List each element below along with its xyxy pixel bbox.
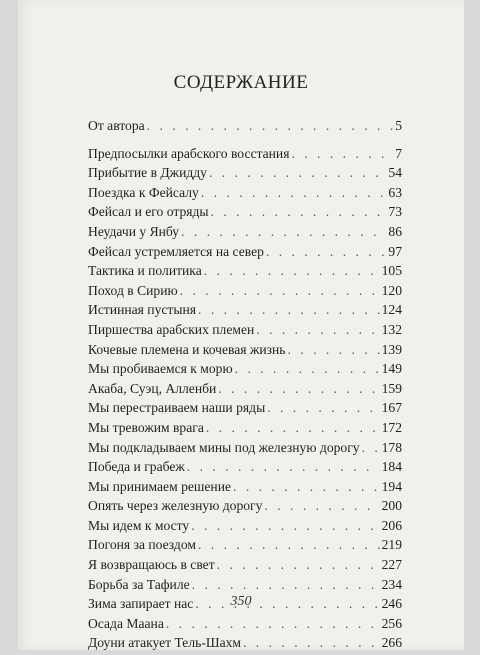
toc-entry-page: 7	[395, 145, 402, 161]
toc-entry-title: Осада Маана	[88, 615, 164, 631]
toc-entry-title: Мы тревожим врага	[88, 419, 204, 435]
toc-entry	[88, 263, 402, 283]
toc-entry-page: 266	[381, 635, 402, 651]
toc-entry-title: Фейсал и его отряды	[88, 204, 209, 220]
toc-entry-page: 132	[381, 321, 402, 337]
toc-entry-title: Мы идем к мосту	[88, 517, 190, 533]
toc-entry-page: 167	[381, 400, 402, 416]
toc-entry-title: Истинная пустыня	[88, 302, 197, 318]
toc-entry-page: 73	[388, 204, 402, 220]
toc-leader-dots	[180, 283, 380, 299]
toc-entry	[88, 557, 402, 577]
toc-entry-page: 97	[388, 243, 402, 259]
toc-entry	[88, 400, 402, 420]
toc-entry-title: Мы подкладываем мины под железную дорогу	[88, 439, 360, 455]
toc-leader-dots	[264, 498, 379, 514]
toc-leader-dots	[166, 616, 380, 632]
toc-leader-dots	[181, 224, 386, 240]
toc-entry-page: 159	[381, 380, 402, 396]
toc-entry	[88, 322, 402, 342]
toc-entry-title: Победа и грабеж	[88, 459, 185, 475]
toc-leader-dots	[362, 440, 380, 456]
toc-entry	[88, 616, 402, 636]
toc-leader-dots	[187, 459, 380, 475]
toc-leader-dots	[191, 518, 379, 534]
toc-entry-title: Предпосылки арабского восстания	[88, 145, 290, 161]
toc-leader-dots	[235, 361, 380, 377]
toc-entry-title: Погоня за поездом	[88, 537, 196, 553]
toc-entry	[88, 244, 402, 264]
toc-entry	[88, 224, 402, 244]
toc-entry-page: 256	[381, 615, 402, 631]
toc-entry-title: Доуни атакует Тель-Шахм	[88, 635, 241, 651]
toc-leader-dots	[267, 400, 379, 416]
toc-leader-dots	[217, 557, 380, 573]
toc-entry-title: Мы пробиваемся к морю	[88, 361, 233, 377]
toc-entry	[88, 118, 402, 138]
toc-entry-title: Фейсал устремляется на север	[88, 243, 264, 259]
toc-entry-title: Зима запирает нас	[88, 596, 194, 612]
toc-entry	[88, 498, 402, 518]
toc-entry-title: Опять через железную дорогу	[88, 498, 263, 514]
toc-entry-title: Кочевые племена и кочевая жизнь	[88, 341, 286, 357]
toc-entry-page: 139	[381, 341, 402, 357]
toc-entry-title: Пиршества арабских племен	[88, 321, 255, 337]
toc-entry-page: 86	[388, 223, 402, 239]
toc-entry	[88, 302, 402, 322]
toc-entry-title: Акаба, Суэц, Алленби	[88, 380, 217, 396]
toc-leader-dots	[147, 118, 394, 134]
toc-leader-dots	[211, 204, 387, 220]
toc-entry-page: 234	[381, 576, 402, 592]
toc-entry-page: 219	[381, 537, 402, 553]
toc-leader-dots	[243, 635, 380, 651]
toc-entry	[88, 635, 402, 655]
toc-leader-dots	[291, 146, 393, 162]
toc-entry	[88, 459, 402, 479]
toc-entry	[88, 361, 402, 381]
toc-entry-page: 124	[381, 302, 402, 318]
toc-entry-page: 178	[381, 439, 402, 455]
toc-leader-dots	[287, 342, 379, 358]
toc-leader-dots	[201, 185, 387, 201]
toc-leader-dots	[209, 165, 386, 181]
toc-entry-page: 63	[388, 184, 402, 200]
toc-entry-page: 206	[381, 517, 402, 533]
toc-entry-page: 184	[381, 459, 402, 475]
toc-entry-title: Мы перестраиваем наши ряды	[88, 400, 266, 416]
toc-entry-page: 246	[381, 596, 402, 612]
toc-entry-page: 120	[381, 282, 402, 298]
toc-leader-dots	[204, 263, 380, 279]
toc-entry	[88, 204, 402, 224]
toc-entry-page: 200	[381, 498, 402, 514]
toc-entry-title: От автора	[88, 118, 145, 133]
toc-entry-page: 172	[381, 419, 402, 435]
toc-entry-title: Поездка к Фейсалу	[88, 184, 199, 200]
toc-entry-title: Прибытие в Джидду	[88, 165, 207, 181]
toc-entry	[88, 146, 402, 166]
toc-entry	[88, 342, 402, 362]
toc-entry	[88, 283, 402, 303]
toc-entry-page: 149	[381, 361, 402, 377]
toc-entry-title: Поход в Сирию	[88, 282, 178, 298]
page-number: 350	[230, 594, 252, 609]
toc-entry	[88, 381, 402, 401]
toc-entry-page: 5	[395, 118, 402, 133]
toc-entry-page: 227	[381, 557, 402, 573]
book-page	[18, 0, 464, 650]
toc-leader-dots	[198, 537, 380, 553]
toc-entry	[88, 165, 402, 185]
toc-entry	[88, 185, 402, 205]
toc-entry-title: Неудачи у Янбу	[88, 223, 180, 239]
toc-leader-dots	[233, 479, 380, 495]
page-title: СОДЕРЖАНИЕ	[173, 72, 309, 93]
toc-entry	[88, 518, 402, 538]
toc-leader-dots	[266, 244, 386, 260]
toc-leader-dots	[192, 577, 380, 593]
toc-leader-dots	[218, 381, 379, 397]
toc-entry-title: Я возвращаюсь в свет	[88, 557, 215, 573]
toc-entry-title: Тактика и политика	[88, 263, 202, 279]
toc-leader-dots	[198, 302, 380, 318]
toc-entry	[88, 479, 402, 499]
toc-entry	[88, 537, 402, 557]
toc-entry-page: 105	[381, 263, 402, 279]
toc-entry	[88, 420, 402, 440]
toc-entry-title: Борьба за Тафиле	[88, 576, 190, 592]
toc-leader-dots	[256, 322, 379, 338]
toc-leader-dots	[206, 420, 380, 436]
table-of-contents	[88, 118, 402, 655]
toc-entry-page: 54	[388, 165, 402, 181]
toc-entry	[88, 440, 402, 460]
toc-entry-page: 194	[381, 478, 402, 494]
toc-entry-title: Мы принимаем решение	[88, 478, 232, 494]
